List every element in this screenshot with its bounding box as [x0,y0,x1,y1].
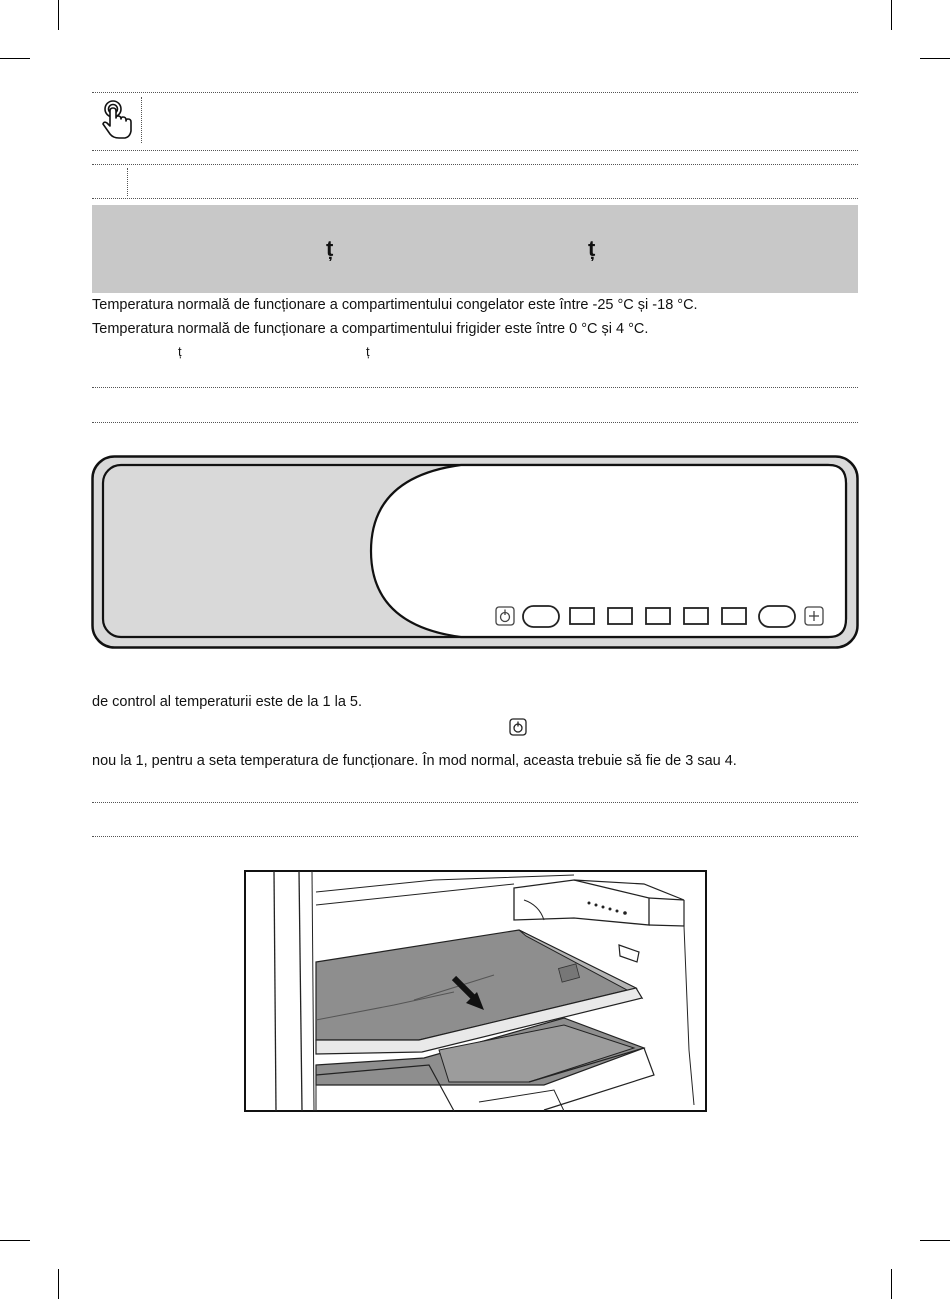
crop-mark-top-right-h [920,58,950,59]
level-led-3 [646,608,670,624]
crop-mark-top-left-v [58,0,59,30]
hand-pointer-icon [98,98,136,142]
set-temp-line: nou la 1, pentru a seta temperatura de funcționare. În mod normal, aceasta trebuie să fie de 3 sau 4. [92,753,737,769]
control-panel-diagram [91,455,859,650]
crop-mark-bottom-right-v [891,1269,892,1299]
level-led-4 [684,608,708,624]
note-top-rule [92,164,858,165]
tip-divider [141,97,142,143]
freezer-temp-line: Temperatura normală de funcționare a compartimentului congelator este între -25 °C și -18 °C. [92,297,698,313]
band-glyph: ț [326,236,334,261]
temp-display-oval [523,606,559,627]
crop-mark-top-right-v [891,0,892,30]
warning-band [92,205,858,293]
tip-bottom-rule [92,150,858,151]
band-glyph: ț [588,236,596,261]
mode-oval [759,606,795,627]
level-led-5 [722,608,746,624]
plus-icon [805,607,823,625]
crop-mark-bottom-right-h [920,1240,950,1241]
tip-top-rule [92,92,858,93]
power-icon [509,718,527,736]
crop-mark-bottom-left-h [0,1240,30,1241]
power-icon [496,607,514,625]
note-divider [127,168,128,196]
small-glyph: ț [366,344,370,359]
control-range-line: de control al temperaturii este de la 1 la 5. [92,694,363,710]
level-led-1 [570,608,594,624]
section-rule [92,802,858,803]
level-led-2 [608,608,632,624]
section-rule [92,387,858,388]
crop-mark-top-left-h [0,58,30,59]
small-glyph: ț [178,344,182,359]
fridge-shelf-illustration [244,870,707,1112]
fridge-temp-line: Temperatura normală de funcționare a compartimentului frigider este între 0 °C și 4 °C. [92,321,649,337]
crop-mark-bottom-left-v [58,1269,59,1299]
section-rule [92,422,858,423]
section-rule [92,836,858,837]
note-bottom-rule [92,198,858,199]
